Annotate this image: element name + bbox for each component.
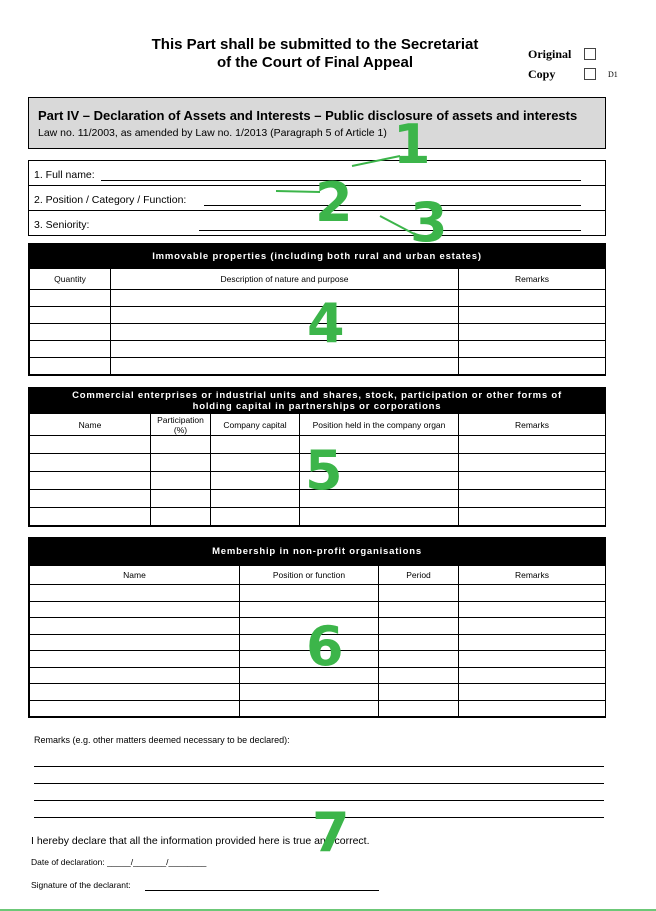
column-header-description: Description of nature and purpose xyxy=(111,269,459,290)
column-header-name: Name xyxy=(30,414,151,436)
part-subtitle: Law no. 11/2003, as amended by Law no. 1/2013 (Paragraph 5 of Article 1) xyxy=(38,127,387,139)
column-header-position-function: Position or function xyxy=(240,566,379,585)
annotation-marker-1: 1 xyxy=(393,113,431,176)
column-header-remarks: Remarks xyxy=(459,269,606,290)
annotation-marker-4: 4 xyxy=(307,292,345,355)
commercial-title-line1: Commercial enterprises or industrial units and shares, stock, participation or other forms of xyxy=(72,389,562,401)
column-header-name: Name xyxy=(30,566,240,585)
remarks-label: Remarks (e.g. other matters deemed necessary to be declared): xyxy=(34,735,290,745)
annotation-marker-3: 3 xyxy=(410,191,448,254)
signature-label: Signature of the declarant: xyxy=(31,880,131,890)
copy-label: Copy xyxy=(528,66,556,81)
form-code: D1 xyxy=(608,69,618,79)
column-header-position-held: Position held in the company organ xyxy=(300,414,459,436)
annotation-marker-7: 7 xyxy=(312,801,350,864)
column-header-quantity: Quantity xyxy=(30,269,111,290)
column-header-remarks: Remarks xyxy=(459,566,606,585)
original-label: Original xyxy=(528,46,572,61)
seniority-label: 3. Seniority: xyxy=(34,219,90,231)
commercial-title-line2: holding capital in partnerships or corporations xyxy=(192,400,442,412)
immovable-properties-title: Immovable properties (including both rural and urban estates) xyxy=(29,244,605,268)
part-title: Part IV – Declaration of Assets and Interests – Public disclosure of assets and interests xyxy=(38,108,578,123)
column-header-period: Period xyxy=(379,566,459,585)
form-title-line1: This Part shall be submitted to the Secretariat xyxy=(151,36,479,53)
pointer-line-2 xyxy=(276,191,320,192)
declaration-statement: I hereby declare that all the information provided here is true and correct. xyxy=(31,835,370,847)
annotation-marker-5: 5 xyxy=(305,439,343,502)
column-header-company-capital: Company capital xyxy=(211,414,300,436)
annotation-marker-2: 2 xyxy=(315,171,353,234)
date-of-declaration-field[interactable]: Date of declaration: _____/_______/________ xyxy=(31,857,207,867)
annotation-marker-6: 6 xyxy=(306,615,344,678)
column-header-participation: Participation (%) xyxy=(151,414,211,436)
column-header-remarks: Remarks xyxy=(459,414,606,436)
membership-title: Membership in non-profit organisations xyxy=(29,538,605,565)
position-label: 2. Position / Category / Function: xyxy=(34,194,187,206)
full-name-label: 1. Full name: xyxy=(34,169,95,181)
form-title-line2: of the Court of Final Appeal xyxy=(216,54,414,71)
